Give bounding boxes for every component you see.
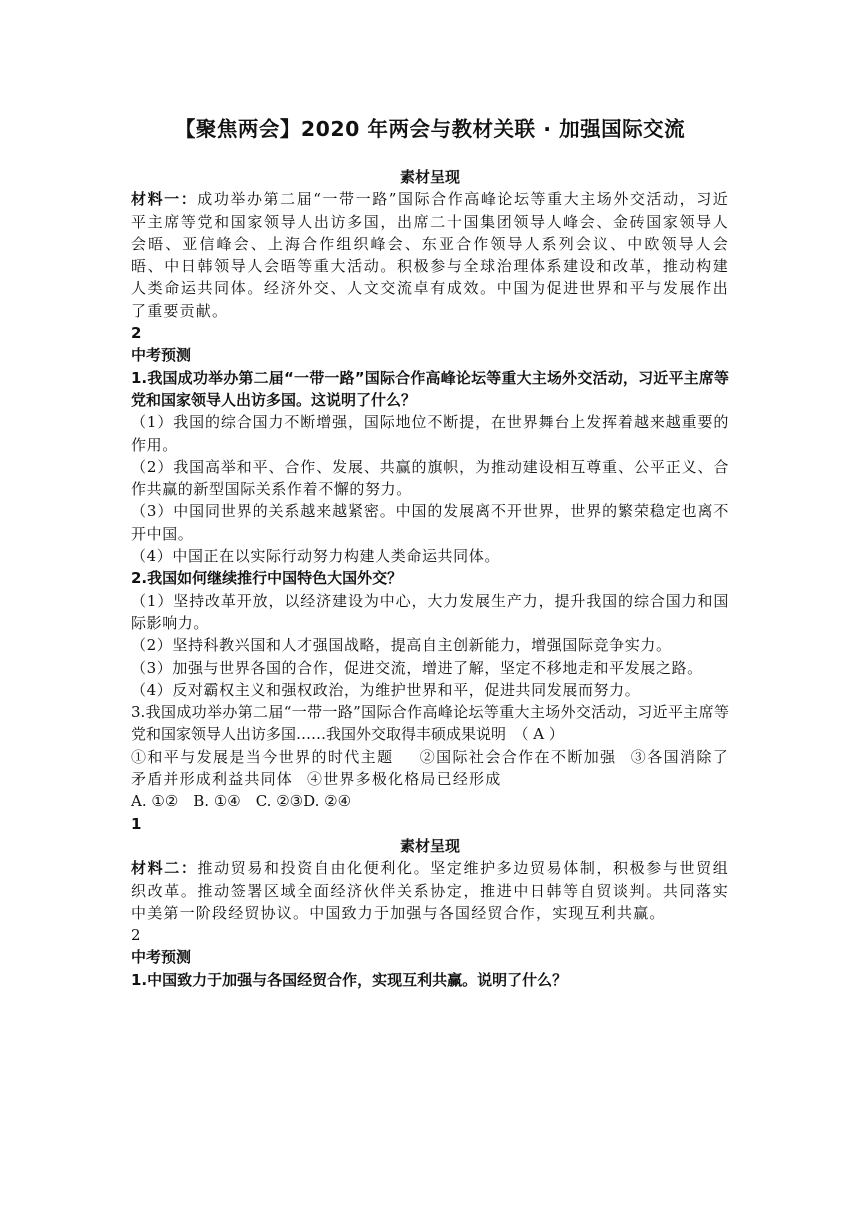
section1-material-label: 材料一： (131, 190, 198, 209)
section2-heading: 素材呈现 (399, 836, 460, 855)
q3-option-4: ④世界多极化格局已经形成 (307, 770, 502, 789)
section1-q1-answer-1: （1）我国的综合国力不断增强，国际地位不断提，在世界舞台上发挥着越来越重要的作用。 (131, 413, 729, 454)
q3-option-3: ③各国消除了矛盾并形成利益共同体 (131, 747, 730, 789)
section1-end-marker: 1 (131, 814, 142, 833)
section2-question-1: 1.中国致力于加强与各国经贸合作，实现互利共赢。说明了什么？ (131, 970, 568, 989)
section1-prediction-heading: 中考预测 (131, 346, 192, 365)
q3-option-2: ②国际社会合作在不断加强 (419, 747, 617, 766)
section2-material-label: 材料二： (131, 859, 198, 878)
section2-material (131, 857, 729, 924)
section1-q2-answer-2: （2）坚持科教兴国和人才强国战略，提高自主创新能力，增强国际竞争实力。 (131, 636, 672, 655)
section2-prediction-heading: 中考预测 (131, 948, 192, 967)
section1-heading: 素材呈现 (399, 168, 460, 186)
section1-q3-options (131, 746, 729, 791)
section1-marker: 2 (131, 324, 142, 343)
document-title: 【聚焦两会】2020 年两会与教材关联 · 加强国际交流 (174, 117, 686, 141)
section1-q2-answer-3: （3）加强与世界各国的合作，促进交流，增进了解，坚定不移地走和平发展之路。 (131, 658, 703, 677)
section1-question-1: 1.我国成功举办第二届“一带一路”国际合作高峰论坛等重大主场外交活动，习近平主席等党和国家领导人出访多国。这说明了什么？ (131, 368, 729, 409)
section1-q2-answer-1: （1）坚持改革开放，以经济建设为中心，大力发展生产力，提升我国的综合国力和国际影响力。 (131, 591, 729, 632)
section1-q3-choices: A. ①② B. ①④ C. ②③D. ②④ (131, 792, 352, 811)
q3-option-1: ①和平与发展是当今世界的时代主题 (131, 747, 394, 766)
section1-material-text: 成功举办第二届“一带一路”国际合作高峰论坛等重大主场外交活动，习近平主席等党和国家领导人出访多国，出席二十国集团领导人峰会、金砖国家领导人会晤、亚信峰会、上海合作组织峰会、东亚合作领导人系列会议、中欧领导人会晤、中日韩领导人会晤等重大活动。积极参与全球治理体系建设和改革，推动构建人类命运共同体。经济外交、人文交流卓有成效。中国为促进世界和平与发展作出了重要贡献。 (131, 190, 729, 320)
section1-material (131, 188, 729, 322)
document-body (131, 166, 729, 991)
section1-question-3: 3.我国成功举办第二届“一带一路”国际合作高峰论坛等重大主场外交活动，习近平主席等党和国家领导人出访多国……我国外交取得丰硕成果说明 （ A ） (131, 703, 729, 744)
section1-q1-answer-2: （2）我国高举和平、合作、发展、共赢的旗帜，为推动建设相互尊重、公平正义、合作共赢的新型国际关系作着不懈的努力。 (131, 457, 729, 499)
section2-material-text: 推动贸易和投资自由化便利化。坚定维护多边贸易体制，积极参与世贸组织改革。推动签署区域全面经济伙伴关系协定，推进中日韩等自贸谈判。共同落实中美第一阶段经贸协议。中国致力于加强与各国经贸合作，实现互利共赢。 (131, 859, 729, 922)
section1-q2-answer-4: （4）反对霸权主义和强权政治，为维护世界和平，促进共同发展而努力。 (131, 680, 641, 699)
section1-question-2: 2.我国如何继续推行中国特色大国外交？ (131, 569, 403, 588)
section1-q1-answer-3: （3）中国同世界的关系越来越紧密。中国的发展离不开世界，世界的繁荣稳定也离不开中国。 (131, 502, 729, 543)
section2-marker: 2 (131, 926, 141, 945)
section1-q1-answer-4: （4）中国正在以实际行动努力构建人类命运共同体。 (131, 547, 500, 566)
